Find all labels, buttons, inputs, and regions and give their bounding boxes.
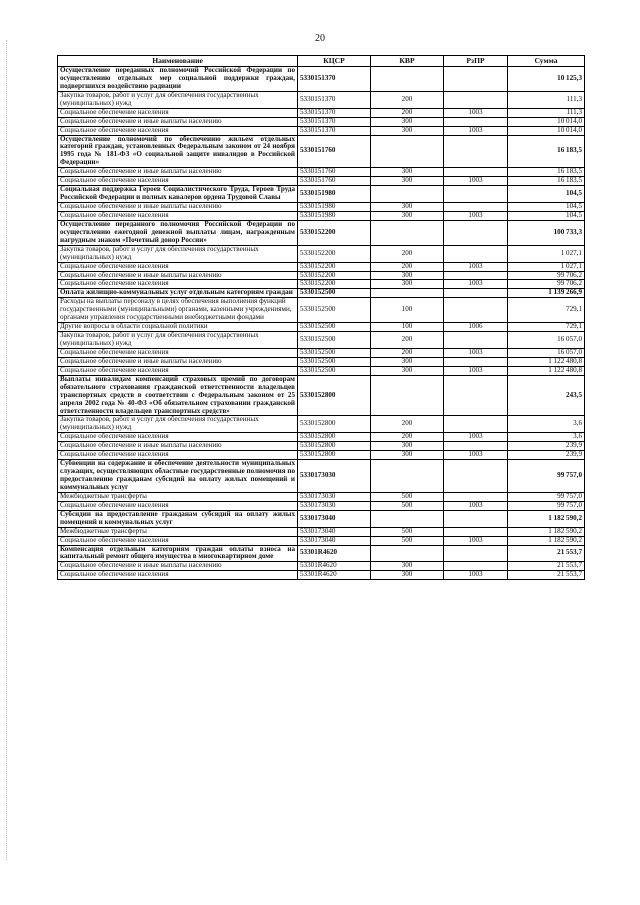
row-rzpr: 1003 — [444, 177, 508, 186]
row-sum: 21 553,7 — [508, 545, 585, 562]
row-sum: 1 122 480,8 — [508, 366, 585, 375]
row-kcsr: 5330152500 — [298, 348, 371, 357]
header-kvr: КВР — [371, 56, 444, 67]
table-row — [58, 108, 585, 117]
row-name: Другие вопросы в области социальной политики — [58, 323, 298, 332]
row-name: Социальное обеспечение и иные выплаты населению — [58, 357, 298, 366]
row-name: Социальное обеспечение населения — [58, 211, 298, 220]
row-rzpr — [444, 245, 508, 262]
row-sum: 21 553,7 — [508, 571, 585, 580]
row-rzpr — [444, 375, 508, 416]
row-name: Закупка товаров, работ и услуг для обеспечения государственных (муниципальных) нужд — [58, 332, 298, 349]
row-kcsr: 5330152500 — [298, 357, 371, 366]
row-sum: 10 014,0 — [508, 117, 585, 126]
row-kcsr: 5330152500 — [298, 366, 371, 375]
table-row — [58, 416, 585, 433]
table-row — [58, 375, 585, 416]
row-rzpr — [444, 332, 508, 349]
row-rzpr: 1003 — [444, 348, 508, 357]
row-kcsr: 5330151370 — [298, 117, 371, 126]
row-sum: 1 139 266,9 — [508, 289, 585, 298]
row-kvr: 500 — [371, 536, 444, 545]
row-kvr: 300 — [371, 271, 444, 280]
header-name: Наименование — [58, 56, 298, 67]
table-row — [58, 442, 585, 451]
row-sum: 99 757,0 — [508, 501, 585, 510]
row-kcsr: 5330151980 — [298, 186, 371, 203]
row-name: Социальное обеспечение населения — [58, 433, 298, 442]
row-sum: 1 182 590,2 — [508, 510, 585, 527]
row-kvr: 500 — [371, 501, 444, 510]
row-rzpr — [444, 186, 508, 203]
table-row — [58, 366, 585, 375]
row-sum: 99 706,2 — [508, 280, 585, 289]
page-number: 20 — [315, 33, 325, 44]
row-sum: 111,3 — [508, 108, 585, 117]
row-kvr — [371, 510, 444, 527]
row-kvr: 300 — [371, 562, 444, 571]
row-rzpr — [444, 203, 508, 212]
row-sum: 104,5 — [508, 186, 585, 203]
row-sum: 21 553,7 — [508, 562, 585, 571]
row-kvr: 300 — [371, 126, 444, 135]
row-rzpr — [444, 562, 508, 571]
row-name: Субвенции на содержание и обеспечение деятельности муниципальных служащих, осуществляющих областные государственные полномочия по предоставлению гражданам субсидий на оплату жилых помещений и коммунальных услуг — [58, 460, 298, 493]
row-sum: 104,5 — [508, 211, 585, 220]
row-kcsr: 5330173040 — [298, 527, 371, 536]
row-rzpr — [444, 91, 508, 108]
row-kcsr: 5330152500 — [298, 332, 371, 349]
row-kvr: 100 — [371, 323, 444, 332]
table-row — [58, 177, 585, 186]
table-row — [58, 168, 585, 177]
table-row — [58, 220, 585, 245]
table-row — [58, 527, 585, 536]
row-name: Социальное обеспечение населения — [58, 571, 298, 580]
row-rzpr: 1003 — [444, 262, 508, 271]
row-kcsr: 5330173030 — [298, 501, 371, 510]
row-kvr: 300 — [371, 451, 444, 460]
row-kcsr: 53301R4620 — [298, 571, 371, 580]
row-name: Закупка товаров, работ и услуг для обеспечения государственных (муниципальных) нужд — [58, 91, 298, 108]
table-row — [58, 262, 585, 271]
table-row — [58, 67, 585, 92]
row-kcsr: 5330151370 — [298, 126, 371, 135]
table-row — [58, 323, 585, 332]
row-rzpr: 1003 — [444, 211, 508, 220]
row-kcsr: 53301R4620 — [298, 545, 371, 562]
row-rzpr: 1003 — [444, 451, 508, 460]
row-sum: 16 057,0 — [508, 332, 585, 349]
table-row — [58, 460, 585, 493]
row-kvr: 300 — [371, 203, 444, 212]
row-name: Социальное обеспечение населения — [58, 501, 298, 510]
row-rzpr: 1006 — [444, 323, 508, 332]
table-row — [58, 492, 585, 501]
table-row — [58, 117, 585, 126]
row-sum: 16 057,0 — [508, 348, 585, 357]
row-kvr: 500 — [371, 527, 444, 536]
row-sum: 16 183,5 — [508, 177, 585, 186]
row-kvr: 300 — [371, 357, 444, 366]
table-row — [58, 203, 585, 212]
row-name: Социальное обеспечение и иные выплаты населению — [58, 168, 298, 177]
row-kcsr: 5330152800 — [298, 375, 371, 416]
row-kvr: 300 — [371, 571, 444, 580]
row-rzpr — [444, 460, 508, 493]
row-rzpr — [444, 67, 508, 92]
row-kcsr: 5330152200 — [298, 280, 371, 289]
table-row — [58, 501, 585, 510]
row-name: Социальное обеспечение населения — [58, 451, 298, 460]
row-name: Социальное обеспечение и иные выплаты населению — [58, 442, 298, 451]
table-row — [58, 348, 585, 357]
row-rzpr — [444, 117, 508, 126]
row-name: Социальное обеспечение населения — [58, 177, 298, 186]
header-rzpr: РзПР — [444, 56, 508, 67]
table-row — [58, 289, 585, 298]
row-name: Социальное обеспечение и иные выплаты населению — [58, 562, 298, 571]
table-row — [58, 571, 585, 580]
scan-edge-mark — [6, 40, 8, 860]
row-sum: 99 706,2 — [508, 271, 585, 280]
table-body — [58, 67, 585, 580]
row-rzpr: 1003 — [444, 571, 508, 580]
row-kcsr: 5330152200 — [298, 245, 371, 262]
row-name: Социальное обеспечение населения — [58, 126, 298, 135]
row-rzpr — [444, 289, 508, 298]
row-kcsr: 5330152500 — [298, 289, 371, 298]
row-kvr: 500 — [371, 492, 444, 501]
row-kcsr: 5330151760 — [298, 177, 371, 186]
row-kvr — [371, 545, 444, 562]
row-name: Осуществление полномочий по обеспечению жильем отдельных категорий граждан, установленных Федеральным законом от 24 ноября 1995 года № 181-ФЗ «О социальной защите инвалидов в Российской Федерации» — [58, 135, 298, 168]
row-kcsr: 5330152200 — [298, 262, 371, 271]
row-name: Социальное обеспечение населения — [58, 348, 298, 357]
row-kcsr: 53301R4620 — [298, 562, 371, 571]
row-kvr — [371, 135, 444, 168]
row-kcsr: 5330173040 — [298, 536, 371, 545]
row-rzpr: 1003 — [444, 366, 508, 375]
row-name: Межбюджетные трансферты — [58, 527, 298, 536]
row-rzpr — [444, 298, 508, 323]
row-kcsr: 5330152800 — [298, 416, 371, 433]
table-row — [58, 510, 585, 527]
row-kcsr: 5330173040 — [298, 510, 371, 527]
row-name: Социальное обеспечение населения — [58, 366, 298, 375]
row-kvr: 300 — [371, 280, 444, 289]
row-rzpr — [444, 168, 508, 177]
row-sum: 729,1 — [508, 323, 585, 332]
row-kvr: 200 — [371, 108, 444, 117]
row-kvr — [371, 289, 444, 298]
table-row — [58, 126, 585, 135]
table-row — [58, 91, 585, 108]
row-kcsr: 5330151760 — [298, 135, 371, 168]
row-kvr: 200 — [371, 348, 444, 357]
row-kvr — [371, 220, 444, 245]
row-name: Социальное обеспечение и иные выплаты населению — [58, 271, 298, 280]
row-name: Социальное обеспечение населения — [58, 280, 298, 289]
row-sum: 3,6 — [508, 433, 585, 442]
row-rzpr: 1003 — [444, 433, 508, 442]
row-kcsr: 5330151370 — [298, 67, 371, 92]
row-sum: 104,5 — [508, 203, 585, 212]
row-sum: 10 125,3 — [508, 67, 585, 92]
row-kvr: 200 — [371, 245, 444, 262]
row-sum: 16 183,5 — [508, 168, 585, 177]
row-sum: 100 733,3 — [508, 220, 585, 245]
row-name: Межбюджетные трансферты — [58, 492, 298, 501]
row-name: Социальное обеспечение и иные выплаты населению — [58, 117, 298, 126]
row-name: Осуществление переданных полномочий Российской Федерации по осуществлению отдельных мер социальной поддержки граждан, подвергшихся воздействию радиации — [58, 67, 298, 92]
row-rzpr — [444, 545, 508, 562]
row-rzpr — [444, 271, 508, 280]
row-kvr: 300 — [371, 366, 444, 375]
row-kvr: 300 — [371, 177, 444, 186]
row-sum: 239,9 — [508, 451, 585, 460]
budget-table — [57, 55, 585, 580]
table-row — [58, 545, 585, 562]
table-row — [58, 186, 585, 203]
row-kcsr: 5330152800 — [298, 451, 371, 460]
row-kvr: 200 — [371, 262, 444, 271]
row-kvr — [371, 186, 444, 203]
row-kcsr: 5330152500 — [298, 298, 371, 323]
table-row — [58, 245, 585, 262]
row-kcsr: 5330152200 — [298, 220, 371, 245]
row-name: Социальное обеспечение населения — [58, 108, 298, 117]
row-rzpr: 1003 — [444, 501, 508, 510]
row-sum: 99 757,0 — [508, 460, 585, 493]
row-sum: 16 183,5 — [508, 135, 585, 168]
row-kcsr: 5330152800 — [298, 433, 371, 442]
table-row — [58, 536, 585, 545]
table-row — [58, 135, 585, 168]
row-name: Социальное обеспечение населения — [58, 262, 298, 271]
row-name: Социальная поддержка Героев Социалистического Труда, Героев Труда Российской Федерации и полных кавалеров ордена Трудовой Славы — [58, 186, 298, 203]
row-name: Субсидии на предоставление гражданам субсидий на оплату жилых помещений и коммунальных услуг — [58, 510, 298, 527]
row-sum: 729,1 — [508, 298, 585, 323]
row-name: Закупка товаров, работ и услуг для обеспечения государственных (муниципальных) нужд — [58, 416, 298, 433]
row-kcsr: 5330152800 — [298, 442, 371, 451]
row-kvr: 300 — [371, 211, 444, 220]
row-rzpr: 1003 — [444, 108, 508, 117]
row-rzpr: 1003 — [444, 280, 508, 289]
row-sum: 1 027,1 — [508, 262, 585, 271]
row-kvr: 200 — [371, 332, 444, 349]
row-rzpr — [444, 135, 508, 168]
row-rzpr — [444, 357, 508, 366]
row-kcsr: 5330152500 — [298, 323, 371, 332]
header-sum: Сумма — [508, 56, 585, 67]
row-sum: 1 182 590,2 — [508, 536, 585, 545]
row-rzpr — [444, 416, 508, 433]
table-row — [58, 271, 585, 280]
row-kvr: 200 — [371, 433, 444, 442]
row-name: Расходы на выплаты персоналу в целях обеспечения выполнения функций государственными (муниципальными) органами, казенными учреждениями, органами управления государственными внебюджетными фондами — [58, 298, 298, 323]
table-header-row — [58, 56, 585, 67]
row-rzpr — [444, 220, 508, 245]
row-sum: 111,3 — [508, 91, 585, 108]
row-kcsr: 5330151980 — [298, 203, 371, 212]
row-kvr: 200 — [371, 416, 444, 433]
row-kcsr: 5330173030 — [298, 460, 371, 493]
row-name: Закупка товаров, работ и услуг для обеспечения государственных (муниципальных) нужд — [58, 245, 298, 262]
table-row — [58, 562, 585, 571]
row-sum: 1 027,1 — [508, 245, 585, 262]
row-kvr — [371, 67, 444, 92]
row-kvr — [371, 460, 444, 493]
row-name: Выплаты инвалидам компенсаций страховых премий по договорам обязательного страхования гражданской ответственности владельцев транспортных средств в соответствии с Федеральным законом от 25 апреля 2002 года № 40-ФЗ «Об обязательном страховании гражданской ответственности владельцев транспортных средств» — [58, 375, 298, 416]
row-rzpr — [444, 527, 508, 536]
row-sum: 3,6 — [508, 416, 585, 433]
row-kcsr: 5330151370 — [298, 108, 371, 117]
row-rzpr: 1003 — [444, 126, 508, 135]
row-kcsr: 5330173030 — [298, 492, 371, 501]
row-name: Компенсация отдельным категориям граждан оплаты взноса на капитальный ремонт общего имущества в многоквартирном доме — [58, 545, 298, 562]
table-row — [58, 357, 585, 366]
row-sum: 239,9 — [508, 442, 585, 451]
row-kcsr: 5330151370 — [298, 91, 371, 108]
header-kcsr: КЦСР — [298, 56, 371, 67]
table-row — [58, 298, 585, 323]
table-row — [58, 433, 585, 442]
row-name: Оплата жилищно-коммунальных услуг отдельным категориям граждан — [58, 289, 298, 298]
row-rzpr — [444, 492, 508, 501]
row-rzpr — [444, 510, 508, 527]
row-kcsr: 5330151980 — [298, 211, 371, 220]
row-kvr — [371, 375, 444, 416]
row-kvr: 300 — [371, 117, 444, 126]
table-row — [58, 451, 585, 460]
table-row — [58, 332, 585, 349]
row-sum: 243,5 — [508, 375, 585, 416]
row-kcsr: 5330151760 — [298, 168, 371, 177]
table-row — [58, 280, 585, 289]
row-sum: 1 122 480,8 — [508, 357, 585, 366]
row-kvr: 300 — [371, 442, 444, 451]
row-sum: 99 757,0 — [508, 492, 585, 501]
row-rzpr: 1003 — [444, 536, 508, 545]
row-name: Осуществление переданного полномочия Российской Федерации по осуществлению ежегодной денежной выплаты лицам, награжденным нагрудным знаком «Почетный донор России» — [58, 220, 298, 245]
row-kvr: 300 — [371, 168, 444, 177]
row-name: Социальное обеспечение населения — [58, 536, 298, 545]
table-row — [58, 211, 585, 220]
row-rzpr — [444, 442, 508, 451]
row-kcsr: 5330152200 — [298, 271, 371, 280]
row-kvr: 200 — [371, 91, 444, 108]
row-sum: 1 182 590,2 — [508, 527, 585, 536]
row-kvr: 100 — [371, 298, 444, 323]
row-sum: 10 014,0 — [508, 126, 585, 135]
row-name: Социальное обеспечение и иные выплаты населению — [58, 203, 298, 212]
